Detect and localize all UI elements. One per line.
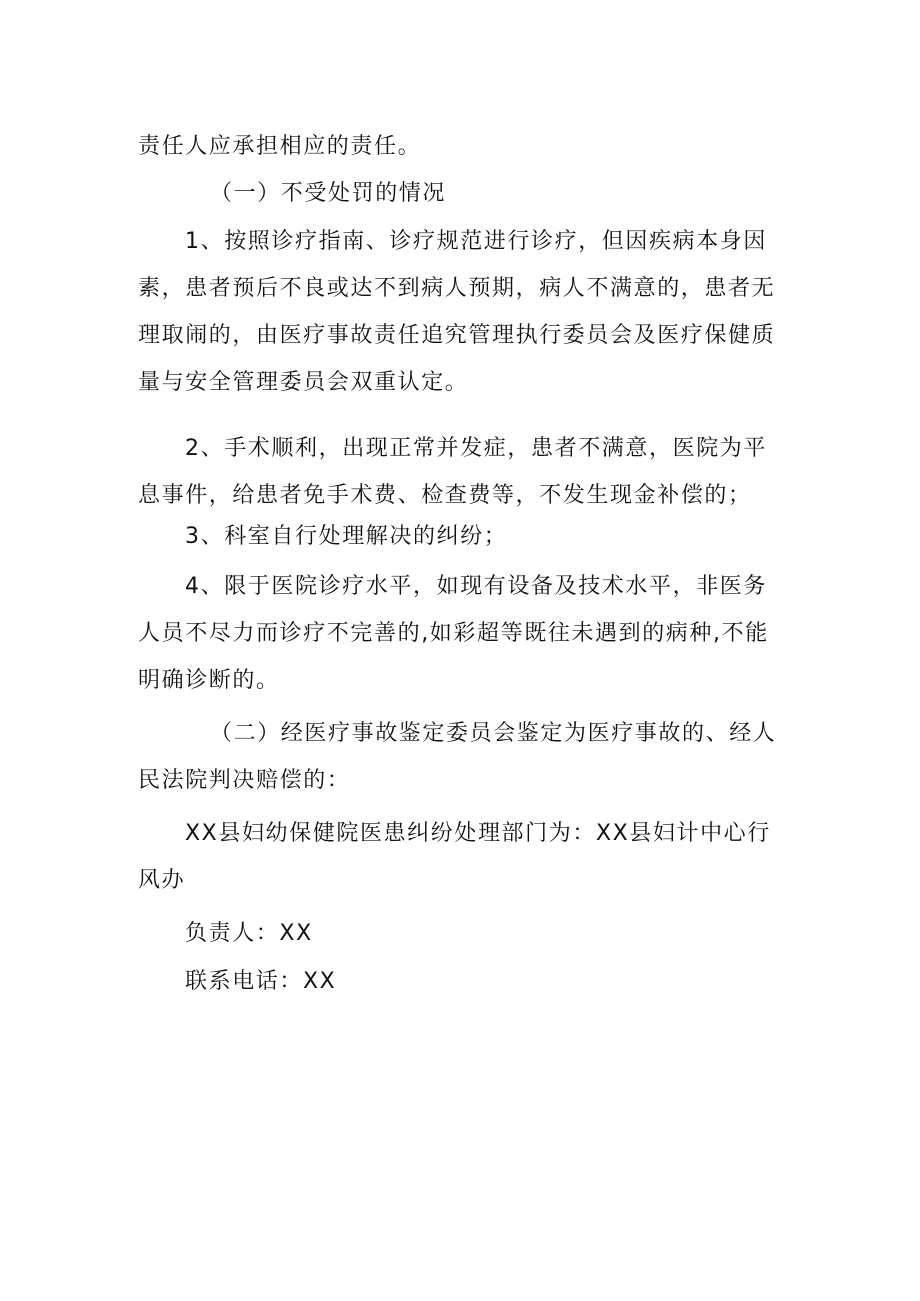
paragraph-item-1: 1、按照诊疗指南、诊疗规范进行诊疗，但因疾病本身因素，患者预后不良或达不到病人预期，病人不满意的，患者无理取闹的，由医疗事故责任追究管理执行委员会及医疗保健质量与安全管理委员会双重认定。 bbox=[138, 229, 776, 395]
paragraph-item-3: 3、科室自行处理解决的纠纷； bbox=[185, 524, 508, 549]
paragraph-item-2: 2、手术顺利，出现正常并发症，患者不满意，医院为平息事件，给患者免手术费、检查费等，不发生现金补偿的； bbox=[138, 436, 767, 508]
paragraph-dispute-department: XX县妇幼保健院医患纠纷处理部门为：XX县妇计中心行风办 bbox=[138, 821, 771, 893]
heading-medical-accident: （二）经医疗事故鉴定委员会鉴定为医疗事故的、经人民法院判决赔偿的： bbox=[138, 721, 777, 793]
paragraph-person-in-charge: 负责人：XX bbox=[185, 921, 313, 946]
paragraph-item-4: 4、限于医院诊疗水平，如现有设备及技术水平，非医务人员不尽力而诊疗不完善的,如彩超等既往未遇到的病种,不能明确诊断的。 bbox=[138, 574, 769, 693]
paragraph-contact-phone: 联系电话：XX bbox=[185, 969, 337, 994]
paragraph-responsibility: 责任人应承担相应的责任。 bbox=[138, 134, 422, 159]
heading-no-penalty: （一）不受处罚的情况 bbox=[210, 181, 447, 206]
